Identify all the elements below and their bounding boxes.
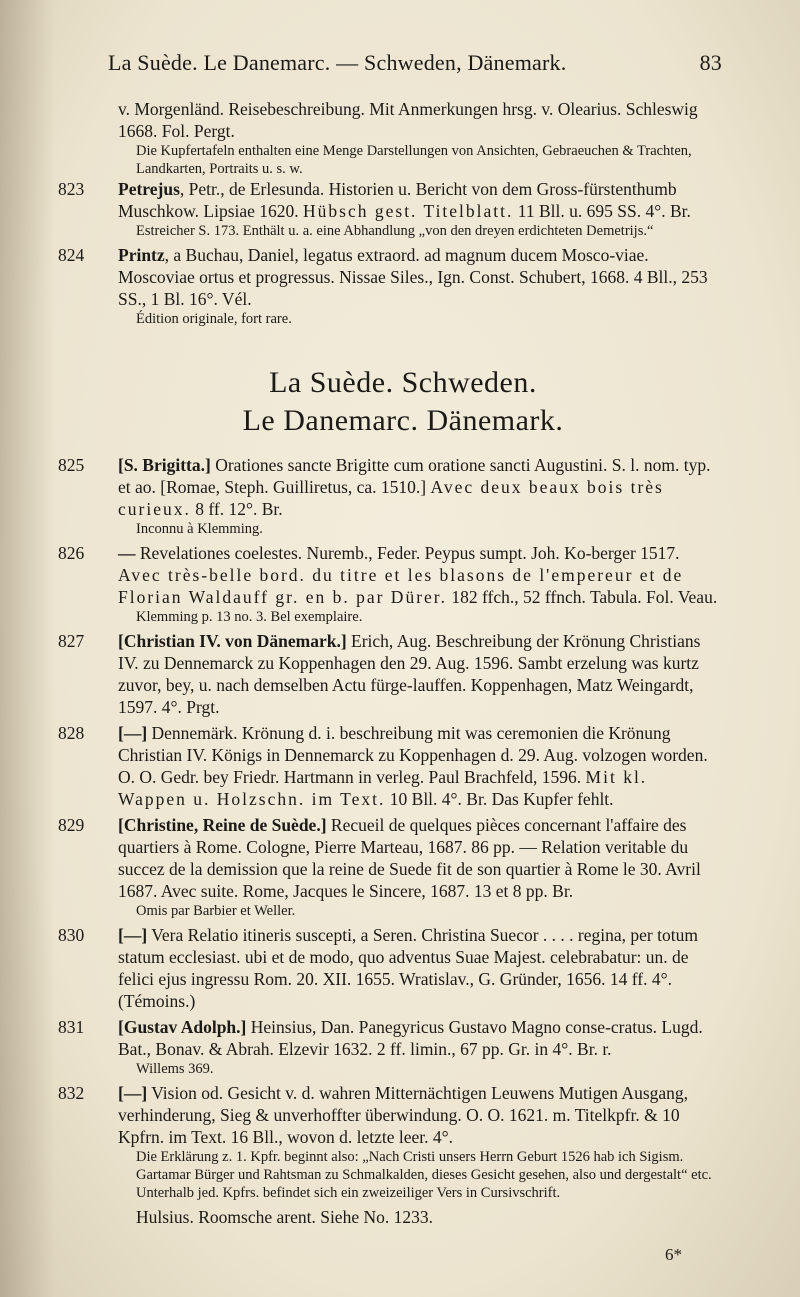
entry-text: , a Buchau, Daniel, legatus extraord. ad magnum ducem Mosco-viae. Moscoviae ortus et progressus. Nissae Siles., Ign. Const. Schubert, 1668. 4 Bll., 253 SS., 1 Bl. 16°. Vél.	[118, 245, 708, 309]
page-number: 83	[699, 50, 722, 75]
entry-tail: 8 ff. 12°. Br.	[190, 499, 283, 519]
catalog-entry	[58, 178, 722, 240]
entry-author: [—]	[118, 1083, 148, 1103]
entry-text: Revelationes coelestes. Nuremb., Feder. Peypus sumpt. Joh. Ko-berger 1517.	[135, 543, 680, 563]
entry-main	[58, 722, 722, 810]
entry-number: 823	[58, 179, 85, 199]
entries-list	[58, 454, 722, 1202]
entry-author: [Christine, Reine de Suède.]	[118, 815, 327, 835]
signature-mark: 6*	[665, 1245, 682, 1264]
entry-author: [Gustav Adolph.]	[118, 1017, 247, 1037]
entry-number: 824	[58, 245, 85, 265]
entry-text: Vision od. Gesicht v. d. wahren Mitternächtigen Leuwens Mutigen Ausgang, verhinderung, Sieg & unverhoffter überwindung. O. O. 1621. m. Titelkpfr. & 10 Kpfrn. im Text. 16 Bll., wovon d. letzte leer. 4°.	[118, 1083, 689, 1147]
section-heading-line-1: La Suède. Schweden.	[269, 366, 537, 399]
entry-text: Orationes sancte Brigitte cum oratione sancti Augustini. S. l. nom. typ. et ao. [Romae, Steph. Guilliretus, ca. 1510.]	[118, 455, 711, 497]
entry-text: , Petr., de Erlesunda. Historien u. Bericht von dem Gross-fürstenthumb Muschkow. Lipsiae 1620.	[118, 179, 677, 221]
entry-emphasis: Hübsch gest. Titelblatt.	[303, 201, 514, 221]
catalog-entry	[58, 1082, 722, 1202]
entry-emphasis: Mit kl. Wappen u. Holzschn. im Text.	[118, 767, 648, 809]
entry-note: Édition originale, fort rare.	[136, 311, 292, 327]
entry-author: —	[118, 543, 136, 563]
entry-author: [S. Brigitta.]	[118, 455, 211, 475]
entry-note: Inconnu à Klemming.	[136, 521, 263, 537]
entry-text: Dennemärk. Krönung d. i. beschreibung mit was ceremonien die Krönung Christian IV. Königs in Dennemarck zu Koppenhagen d. 29. Aug. volzogen worden. O. O. Gedr. bey Friedr. Hartmann in verleg. Paul Brachfeld, 1596.	[118, 723, 708, 787]
entry-number: 831	[58, 1017, 85, 1037]
entry-main	[58, 244, 722, 310]
running-title: La Suède. Le Danemarc. — Schweden, Dänemark.	[108, 50, 567, 75]
catalog-entry	[58, 630, 722, 718]
continued-entry	[84, 98, 722, 178]
section-heading	[84, 364, 722, 440]
entry-main	[58, 1082, 722, 1148]
entry-main	[58, 1016, 722, 1060]
entry-number: 827	[58, 631, 85, 651]
entry-author: [Christian IV. von Dänemark.]	[118, 631, 347, 651]
catalog-entry	[58, 814, 722, 920]
catalog-entry	[58, 924, 722, 1012]
continued-entry-text: v. Morgenländ. Reisebeschreibung. Mit Anmerkungen hrsg. v. Olearius. Schleswig 1668. Fol. Pergt.	[118, 99, 698, 141]
entry-note: Estreicher S. 173. Enthält u. a. eine Abhandlung „von den dreyen erdichteten Demetrijs.“	[136, 223, 654, 239]
entry-author: [—]	[118, 925, 148, 945]
entry-main	[58, 542, 722, 608]
catalog-entry	[58, 244, 722, 328]
entry-text: Vera Relatio itineris suscepti, a Seren. Christina Suecor . . . . regina, per totum statum ecclesiast. ubi et de modo, quo adventus Suae Majest. celebrabatur: un. de felici ejus ingressu Rom. 20. XII. 1655. Wratislav., G. Gründer, 1656. 14 ff. 4°. (Témoins.)	[118, 925, 698, 1011]
entry-note: Die Erklärung z. 1. Kpfr. beginnt also: „Nach Cristi unsers Herrn Geburt 1526 hab ich Sigism. Gartamar Bürger und Rahtsman zu Schmalkalden, dieses Gesicht gesehen, also und dergestalt“ etc. Unterhalb jed. Kpfrs. befindet sich ein zweizeiliger Vers in Cursivschrift.	[136, 1149, 712, 1201]
entry-tail: 182 ffch., 52 ffnch. Tabula. Fol. Veau.	[447, 587, 718, 607]
entry-main	[58, 178, 722, 222]
entry-note: Klemming p. 13 no. 3. Bel exemplaire.	[136, 609, 363, 625]
entry-author: Petrejus	[118, 179, 180, 199]
entry-main	[58, 630, 722, 718]
entry-main	[58, 924, 722, 1012]
entry-note: Omis par Barbier et Weller.	[136, 903, 296, 919]
page-header	[84, 50, 722, 76]
entries-list-before	[58, 178, 722, 328]
entry-text: Erich, Aug. Beschreibung der Krönung Christians IV. zu Dennemarck zu Koppenhagen den 29. Aug. 1596. Sambt erzelung was kurtz zuvor, bey, u. nach demselben Actu fürge-lauffen. Koppenhagen, Matz Weingardt, 1597. 4°. Prgt.	[118, 631, 701, 717]
entry-text: Recueil de quelques pièces concernant l'affaire des quartiers à Rome. Cologne, Pierre Marteau, 1687. 86 pp. — Relation veritable du succez de la demission que la reine de Suede fit de son quartier à Rome le 30. Avril 1687. Avec suite. Rome, Jacques le Sincere, 1687. 13 et 8 pp. Br.	[118, 815, 701, 901]
catalog-entry	[58, 722, 722, 810]
entry-number: 829	[58, 815, 85, 835]
cross-reference: Hulsius. Roomsche arent. Siehe No. 1233.	[136, 1207, 433, 1227]
entry-note: Willems 369.	[136, 1061, 214, 1077]
continued-entry-note: Die Kupfertafeln enthalten eine Menge Darstellungen von Ansichten, Gebraeuchen & Trachten, Landkarten, Portraits u. s. w.	[136, 143, 692, 177]
entry-number: 832	[58, 1083, 85, 1103]
entry-number: 826	[58, 543, 85, 563]
entry-number: 825	[58, 455, 85, 475]
entry-text: Heinsius, Dan. Panegyricus Gustavo Magno conse-cratus. Lugd. Bat., Bonav. & Abrah. Elzevir 1632. 2 ff. limin., 67 pp. Gr. in 4°. Br. r.	[118, 1017, 703, 1059]
section-heading-line-2: Le Danemarc. Dänemark.	[242, 404, 564, 437]
entry-main	[58, 454, 722, 520]
entry-emphasis: Avec très-belle bord. du titre et les blasons de l'empereur et de Florian Waldauff gr. en b. par Dürer.	[118, 565, 684, 607]
entry-author: [—]	[118, 723, 148, 743]
catalog-entry	[58, 542, 722, 626]
catalog-entry	[58, 454, 722, 538]
entry-main	[58, 814, 722, 902]
entry-tail: 11 Bll. u. 695 SS. 4°. Br.	[513, 201, 691, 221]
entry-number: 828	[58, 723, 85, 743]
entry-number: 830	[58, 925, 85, 945]
entry-tail: 10 Bll. 4°. Br. Das Kupfer fehlt.	[385, 789, 614, 809]
catalog-entry	[58, 1016, 722, 1078]
entry-emphasis: Avec deux beaux bois très curieux.	[118, 477, 664, 519]
entry-author: Printz	[118, 245, 165, 265]
